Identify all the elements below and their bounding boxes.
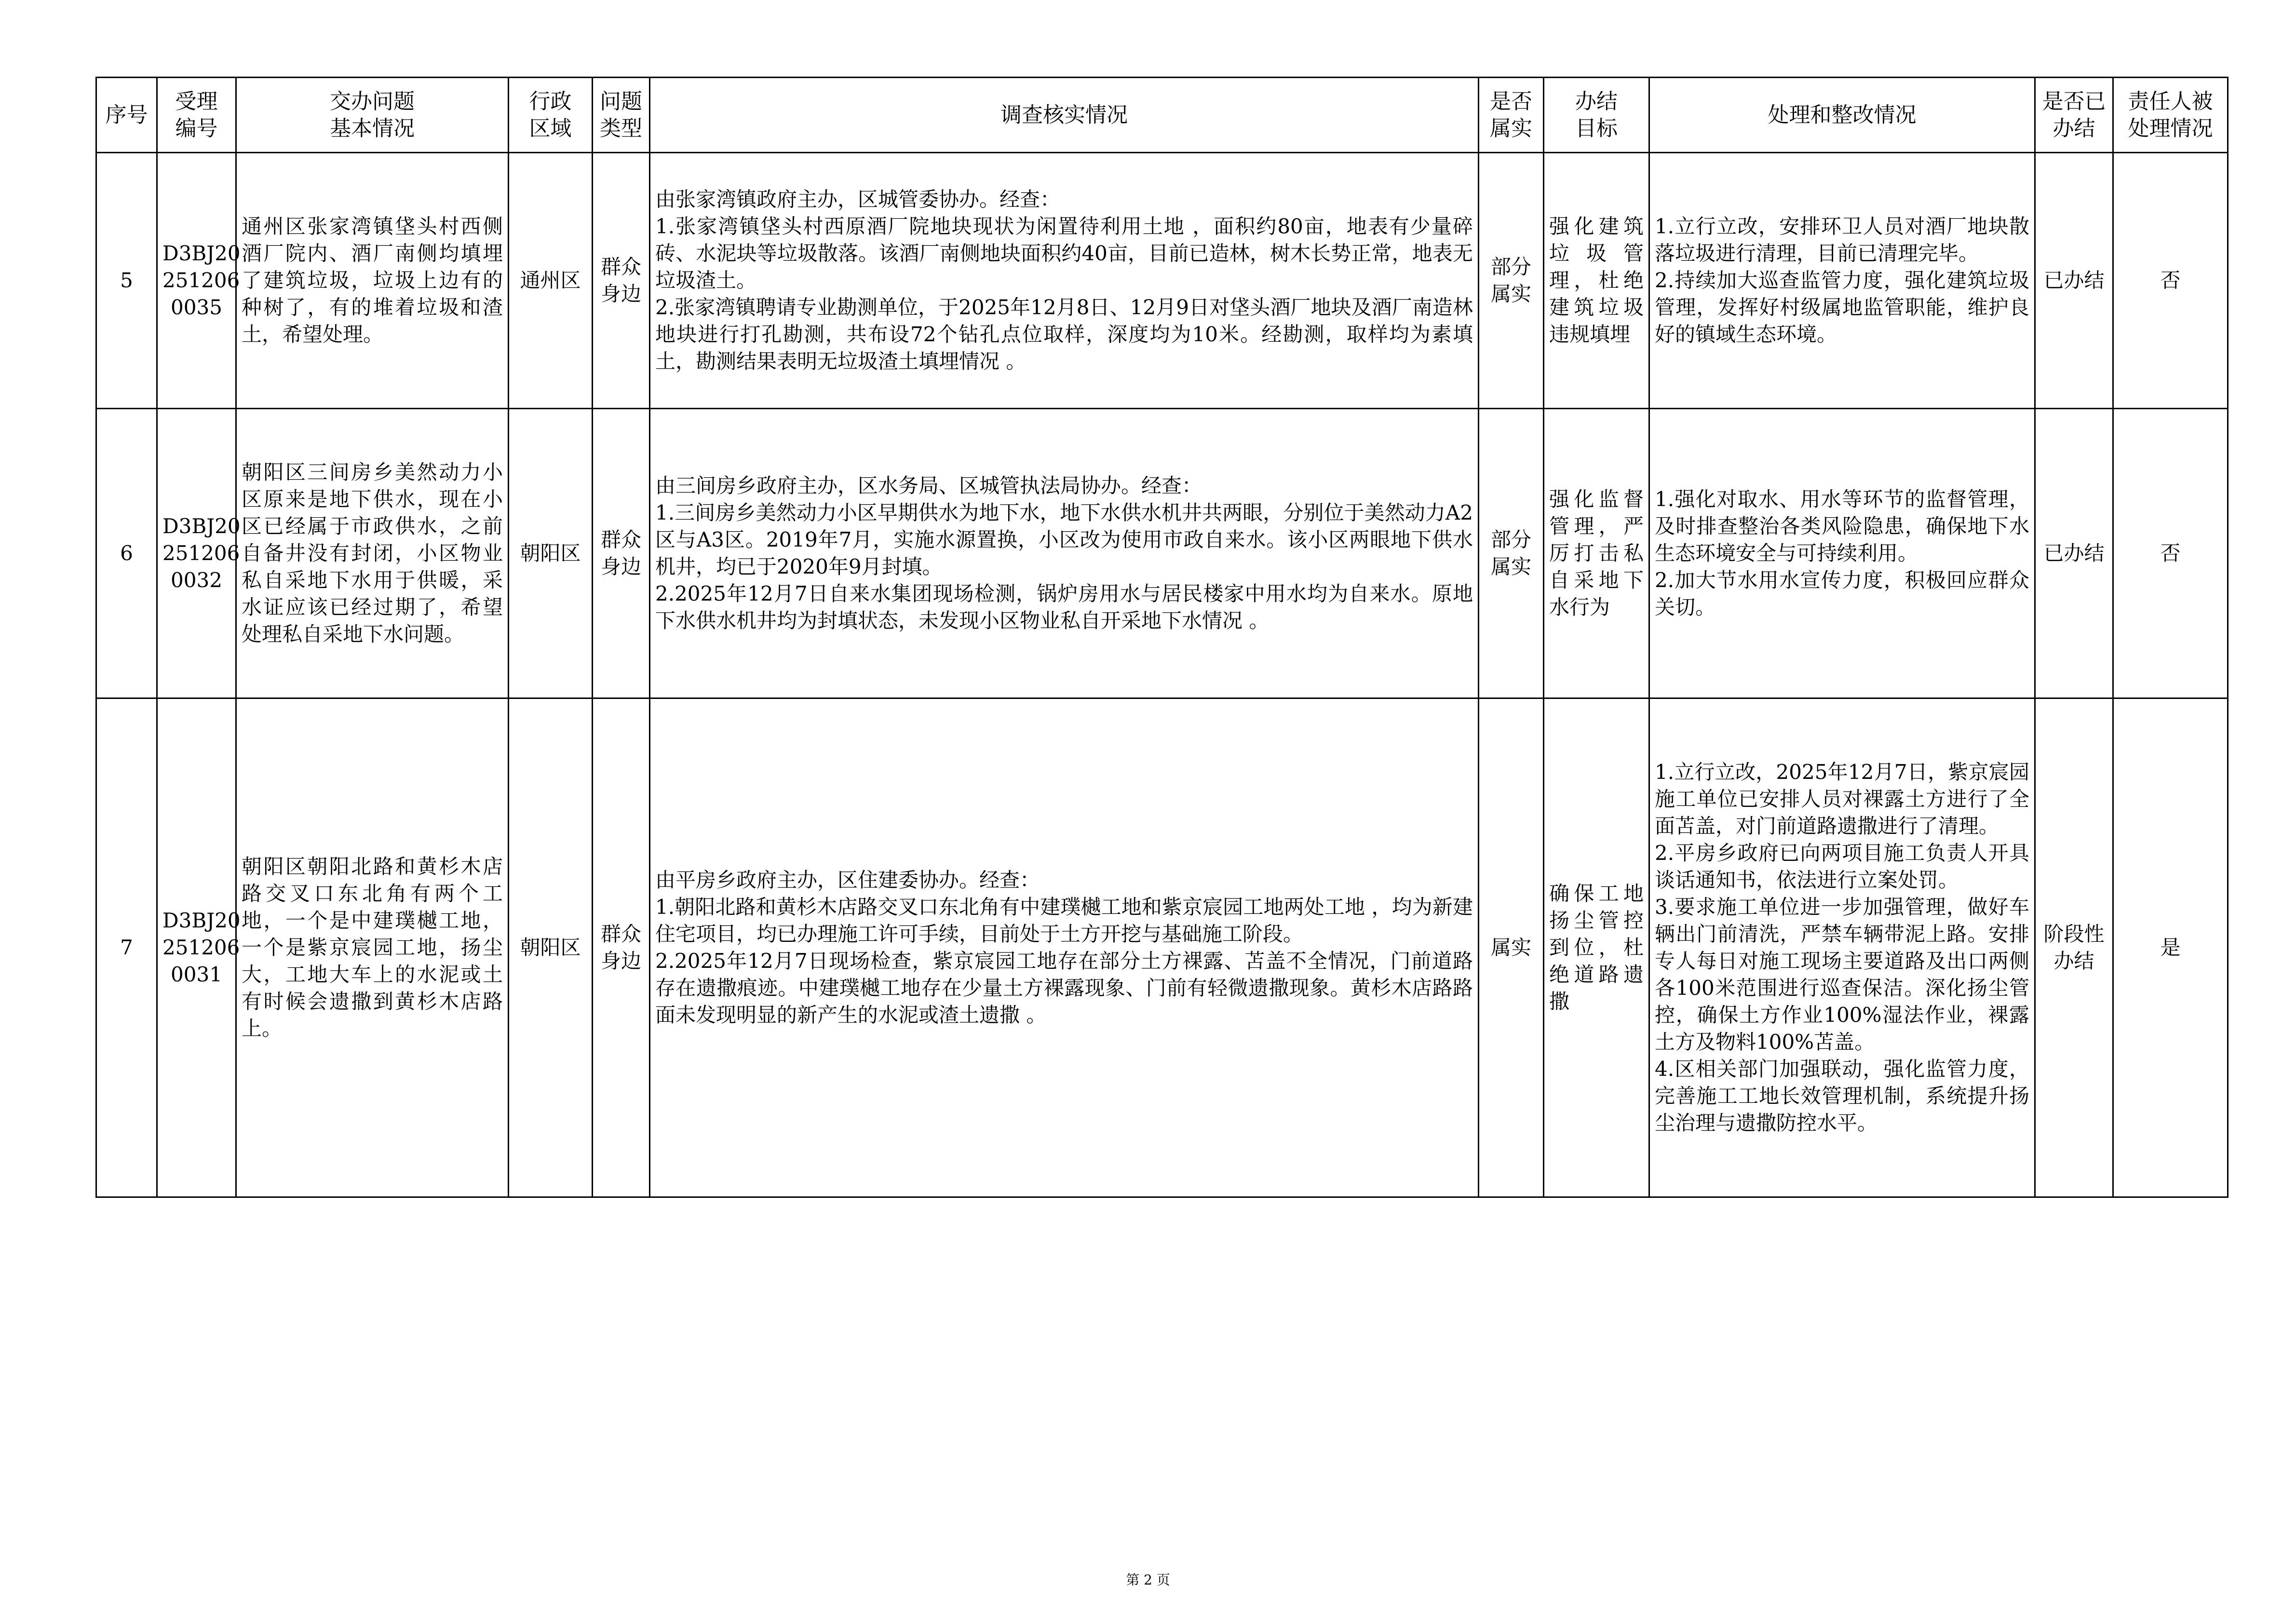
cell-goal: 强化建筑垃圾管理，杜绝建筑垃圾违规填埋 [1544,153,1649,409]
paragraph: 由张家湾镇政府主办，区城管委协办。经查： [655,188,1061,211]
paragraph: 由三间房乡政府主办，区水务局、区城管执法局协办。经查： [655,474,1202,497]
paragraph: 2.平房乡政府已向两项目施工负责人开具谈话通知书，依法进行立案处罚。 [1655,841,2029,892]
paragraph: 1.三间房乡美然动力小区早期供水为地下水，地下水供水机井共两眼，分别位于美然动力A2区与A3区。2019年7月，实施水源置换，小区改为使用市政自来水。该小区两眼地下供水机井，均已于2020年9月封填。 [655,501,1473,578]
paragraph: 1.强化对取水、用水等环节的监督管理，及时排查整治各类风险隐患，确保地下水生态环境安全与可持续利用。 [1655,487,2029,565]
header-closed [2035,78,2113,153]
cell-district: 朝阳区 [509,409,593,698]
cell-type: 群众身边 [593,698,650,1197]
page-number: 第 2 页 [1126,1572,1170,1588]
header-text: 责任人被处理情况 [2128,89,2213,141]
cell-type: 群众身边 [593,153,650,409]
header-text: 序号 [105,102,148,127]
cell-no: 6 [96,409,157,698]
header-investigation [650,78,1479,153]
cell-id [157,409,241,698]
cell-handling [1649,153,2035,409]
paragraph: 1.立行立改，2025年12月7日，紫京宸园施工单位已安排人员对裸露土方进行了全面苫盖，对门前道路遗撒进行了清理。 [1655,760,2029,838]
header-text: 受理编号 [175,89,218,141]
cell-no: 5 [96,153,157,409]
cell-closed: 已办结 [2035,409,2113,698]
header-goal [1544,78,1649,153]
paragraph: 1.立行立改，安排环卫人员对酒厂地块散落垃圾进行清理，目前已清理完毕。 [1655,215,2029,265]
paragraph: 2.加大节水用水宣传力度，积极回应群众关切。 [1655,568,2029,619]
header-type [593,78,650,153]
paragraph: 4.区相关部门加强联动，强化监管力度，完善施工工地长效管理机制，系统提升扬尘治理与遗撒防控水平。 [1655,1057,2029,1135]
header-id [157,78,236,153]
paragraph: 由平房乡政府主办，区住建委协办。经查： [655,868,1040,892]
header-issue [236,78,509,153]
cell-handling [1649,409,2035,698]
table-row [96,153,2228,409]
cell-district: 通州区 [509,153,593,409]
paragraph: 1.朝阳北路和黄杉木店路交叉口东北角有中建璞樾工地和紫京宸园工地两处工地 ，均为新建住宅项目，均已办理施工许可手续，目前处于土方开挖与基础施工阶段。 [655,895,1473,946]
cell-handling [1649,698,2035,1197]
cell-accountability: 否 [2113,409,2228,698]
cell-accountability: 否 [2113,153,2228,409]
cell-issue: 通州区张家湾镇垡头村西侧酒厂院内、酒厂南侧均填埋了建筑垃圾，垃圾上边有的种树了，有的堆着垃圾和渣土，希望处理。 [236,153,509,409]
header-handling [1649,78,2035,153]
paragraph: 2.2025年12月7日自来水集团现场检测，锅炉房用水与居民楼家中用水均为自来水。原地下水供水机井均为封填状态，未发现小区物业私自开采地下水情况 。 [655,582,1473,632]
paragraph: 2.张家湾镇聘请专业勘测单位，于2025年12月8日、12月9日对垡头酒厂地块及酒厂南造林地块进行打孔勘测，共布设72个钻孔点位取样，深度均为10米。经勘测，取样均为素填土，勘测结果表明无垃圾渣土填埋情况 。 [655,295,1473,373]
cell-investigation [650,409,1479,698]
header-no [96,78,157,153]
id-part: 251206 [162,268,240,292]
header-row [96,78,2228,153]
header-text: 处理和整改情况 [1768,102,1917,127]
header-text: 是否已办结 [2042,89,2106,141]
id-part: 0035 [171,295,222,319]
cell-verified: 属实 [1479,698,1544,1197]
header-text: 交办问题基本情况 [330,89,415,141]
header-verified [1479,78,1544,153]
header-text: 行政区域 [529,89,572,141]
id-part: D3BJ20 [162,514,241,538]
cell-type: 群众身边 [593,409,650,698]
paragraph: 3.要求施工单位进一步加强管理，做好车辆出门前清洗，严禁车辆带泥上路。安排专人每日对施工现场主要道路及出口两侧各100米范围进行巡查保洁。深化扬尘管控，确保土方作业100%湿法作业，裸露土方及物料100%苫盖。 [1655,895,2029,1054]
cell-goal: 强化监督管理，严厉打击私自采地下水行为 [1544,409,1649,698]
header-text: 调查核实情况 [1000,102,1128,127]
cell-no: 7 [96,698,157,1197]
paragraph: 2.2025年12月7日现场检查，紫京宸园工地存在部分土方裸露、苫盖不全情况，门前道路存在遗撒痕迹。中建璞樾工地存在少量土方裸露现象、门前有轻微遗撒现象。黄杉木店路路面未发现明显的新产生的水泥或渣土遗撒 。 [655,949,1473,1027]
cell-investigation [650,698,1479,1197]
header-text: 办结目标 [1575,89,1618,141]
case-table [95,77,2228,1198]
id-part: 251206 [162,541,240,565]
cell-closed: 阶段性办结 [2035,698,2113,1197]
cell-verified: 部分属实 [1479,409,1544,698]
header-text: 问题类型 [600,89,642,141]
id-part: D3BJ20 [162,909,241,932]
cell-goal: 确保工地扬尘管控到位，杜绝道路遗撒 [1544,698,1649,1197]
id-part: 251206 [162,936,240,959]
cell-accountability: 是 [2113,698,2228,1197]
header-district [509,78,593,153]
id-part: 0032 [171,568,222,592]
table-row [96,698,2228,1197]
paragraph: 2.持续加大巡查监管力度，强化建筑垃圾管理，发挥好村级属地监管职能，维护良好的镇域生态环境。 [1655,268,2029,346]
cell-issue: 朝阳区朝阳北路和黄杉木店路交叉口东北角有两个工地，一个是中建璞樾工地，一个是紫京宸园工地，扬尘大，工地大车上的水泥或土有时候会遗撒到黄杉木店路上。 [236,698,509,1197]
cell-id [157,153,241,409]
cell-district: 朝阳区 [509,698,593,1197]
table-row [96,409,2228,698]
id-part: D3BJ20 [162,241,241,265]
header-text: 是否属实 [1490,89,1532,141]
id-part: 0031 [171,963,222,986]
paragraph: 1.张家湾镇垡头村西原酒厂院地块现状为闲置待利用土地 ，面积约80亩，地表有少量碎砖、水泥块等垃圾散落。该酒厂南侧地块面积约40亩，目前已造林，树木长势正常，地表无垃圾渣土。 [655,215,1473,292]
header-accountability [2113,78,2228,153]
cell-investigation [650,153,1479,409]
cell-id [157,698,241,1197]
cell-closed: 已办结 [2035,153,2113,409]
cell-verified: 部分属实 [1479,153,1544,409]
cell-issue: 朝阳区三间房乡美然动力小区原来是地下供水，现在小区已经属于市政供水，之前自备井没有封闭，小区物业私自采地下水用于供暖，采水证应该已经过期了，希望处理私自采地下水问题。 [236,409,509,698]
